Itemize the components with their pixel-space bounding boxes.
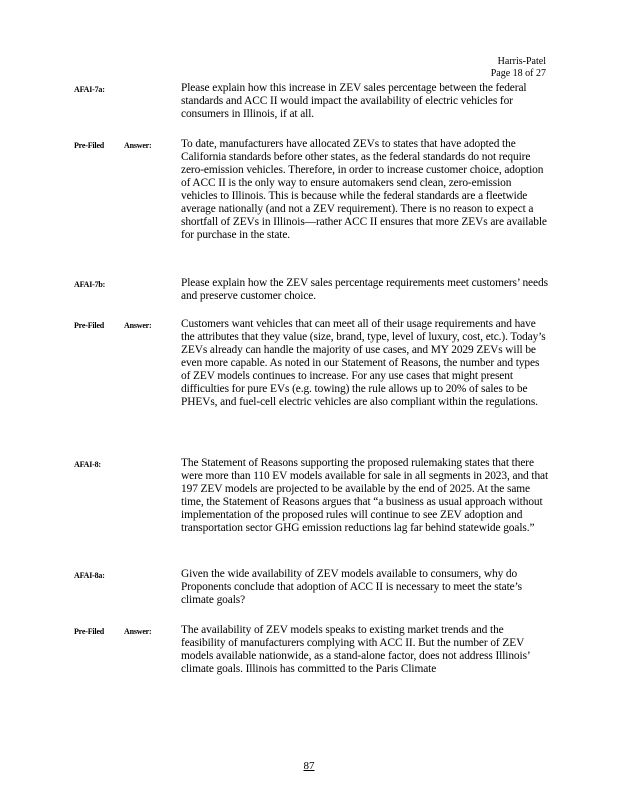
question-text: Please explain how this increase in ZEV sales percentage between the federal standards and ACC II would impact the availability of electric vehicles for consumers in Illinois, if at all. <box>181 82 527 120</box>
prefiled-label: Pre-Filed <box>74 627 105 636</box>
answer-label: Answer: <box>124 321 152 330</box>
page-header <box>491 56 546 80</box>
answer-label: Answer: <box>124 141 152 150</box>
page-number-text: 87 <box>303 760 315 772</box>
question-label: AFAI-7b: <box>74 280 106 289</box>
prefiled-label: Pre-Filed <box>74 141 105 150</box>
prefiled-label: Pre-Filed <box>74 321 105 330</box>
question-text: Please explain how the ZEV sales percentage requirements meet customers’ needs and preserve customer choice. <box>181 277 548 302</box>
witness-name: Harris-Patel <box>497 56 546 67</box>
answer-label: Answer: <box>124 627 152 636</box>
question-text: Given the wide availability of ZEV models available to consumers, why do Proponents conclude that adoption of ACC II is necessary to meet the state’s climate goals? <box>181 568 523 606</box>
answer-text: Customers want vehicles that can meet all of their usage requirements and have the attributes that they value (size, brand, type, level of luxury, cost, etc.). Today’s ZEVs already can handle the majority of use cases, and MY 2029 ZEVs will be even more capable. As noted in our Statement of Reasons, the number and types of ZEV models continues to increase. For any use cases that might present difficulties for pure EVs (e.g. towing) the rule allows up to 20% of sales to be PHEVs, and fuel-cell electric vehicles are also compliant within the regulations. <box>181 318 546 408</box>
question-label: AFAI-8a: <box>74 571 105 580</box>
question-text: The Statement of Reasons supporting the proposed rulemaking states that there were more than 110 EV models available for sale in all segments in 2023, and that 197 ZEV models are projected to be available by the end of 2025. At the same time, the Statement of Reasons argues that “a business as usual approach without implementation of the proposed rules will continue to see ZEV adoption and transportation sector GHG emission reductions lag far behind statewide goals.” <box>181 457 549 534</box>
page-number <box>0 760 618 772</box>
question-label: AFAI-7a: <box>74 85 105 94</box>
answer-text: The availability of ZEV models speaks to existing market trends and the feasibility of manufacturers complying with ACC II. But the number of ZEV models available nationwide, as a stand-alone factor, does not address Illinois’ climate goals. Illinois has committed to the Paris Climate <box>181 624 530 675</box>
answer-text: To date, manufacturers have allocated ZEVs to states that have adopted the California standards before other states, as the federal standards do not require zero-emission vehicles. Therefore, in order to increase customer choice, adoption of ACC II is the only way to ensure automakers send clean, zero-emission vehicles to Illinois. This is because while the federal standards are a fleetwide average nationally (and not a ZEV requirement). There is no reason to expect a shortfall of ZEVs in Illinois—rather ACC II ensures that more ZEVs are available for purchase in the state. <box>181 138 547 241</box>
page-indicator: Page 18 of 27 <box>490 68 546 79</box>
question-label: AFAI-8: <box>74 460 101 469</box>
